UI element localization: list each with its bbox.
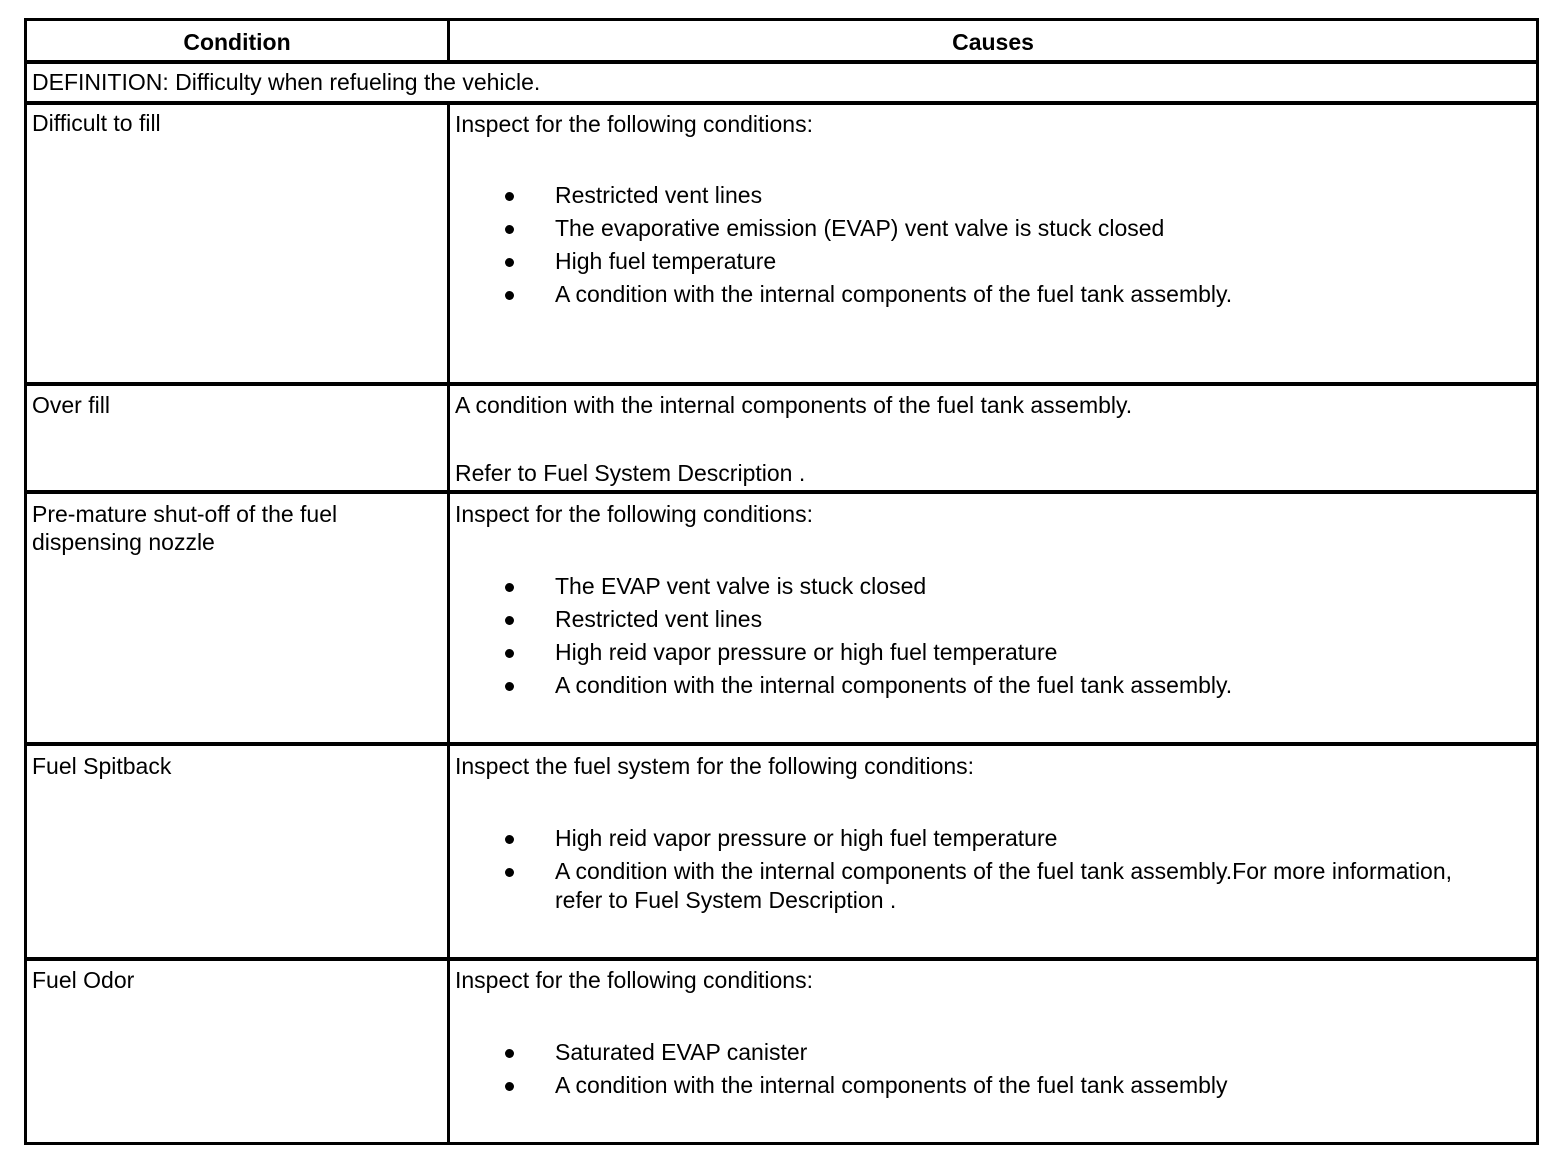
condition-over-fill: Over fill (32, 392, 110, 418)
list-item: Saturated EVAP canister (455, 1038, 1228, 1067)
bullet-icon (505, 225, 514, 234)
definition-divider (27, 101, 1536, 105)
causes-text: A condition with the internal components of the fuel tank assembly. (455, 392, 1133, 418)
causes-reference: Refer to Fuel System Description . (455, 460, 806, 486)
bullet-icon (505, 583, 514, 592)
list-item: High reid vapor pressure or high fuel temperature (455, 824, 1455, 853)
causes-intro: Inspect the fuel system for the following conditions: (455, 753, 975, 779)
row-divider (27, 382, 1536, 386)
causes-header: Causes (952, 29, 1034, 55)
condition-fuel-odor: Fuel Odor (32, 967, 135, 993)
list-item: A condition with the internal components of the fuel tank assembly.For more information, refer to Fuel System Description . (455, 857, 1455, 915)
condition-premature-shutoff: Pre-mature shut-off of the fuel dispensing nozzle (32, 501, 338, 555)
causes-list (455, 1038, 1228, 1104)
list-item: The EVAP vent valve is stuck closed (455, 572, 1232, 601)
bullet-icon (505, 192, 514, 201)
list-item: The evaporative emission (EVAP) vent valve is stuck closed (455, 214, 1232, 243)
bullet-icon (505, 1082, 514, 1091)
bullet-icon (505, 616, 514, 625)
list-item: High reid vapor pressure or high fuel temperature (455, 638, 1232, 667)
causes-intro: Inspect for the following conditions: (455, 111, 813, 137)
list-item: High fuel temperature (455, 247, 1232, 276)
column-divider (447, 101, 450, 1142)
list-item: A condition with the internal components of the fuel tank assembly. (455, 671, 1232, 700)
list-item: A condition with the internal components of the fuel tank assembly (455, 1071, 1228, 1100)
condition-fuel-spitback: Fuel Spitback (32, 753, 172, 779)
row-divider (27, 490, 1536, 494)
causes-list (455, 824, 1455, 919)
bullet-icon (505, 868, 514, 877)
list-item: A condition with the internal components of the fuel tank assembly. (455, 280, 1232, 309)
bullet-icon (505, 649, 514, 658)
condition-difficult-to-fill: Difficult to fill (32, 110, 161, 136)
causes-intro: Inspect for the following conditions: (455, 501, 813, 527)
definition-text: DEFINITION: Difficulty when refueling the vehicle. (32, 69, 541, 95)
bullet-icon (505, 682, 514, 691)
bullet-icon (505, 1049, 514, 1058)
bullet-icon (505, 835, 514, 844)
list-item: Restricted vent lines (455, 605, 1232, 634)
bullet-icon (505, 258, 514, 267)
row-divider (27, 957, 1536, 961)
causes-list (455, 572, 1232, 704)
causes-list (455, 181, 1232, 313)
diagnostic-table (24, 18, 1539, 1145)
causes-intro: Inspect for the following conditions: (455, 967, 813, 993)
row-divider (27, 742, 1536, 746)
list-item: Restricted vent lines (455, 181, 1232, 210)
condition-header: Condition (183, 29, 291, 55)
bullet-icon (505, 291, 514, 300)
header-divider (27, 60, 1536, 64)
